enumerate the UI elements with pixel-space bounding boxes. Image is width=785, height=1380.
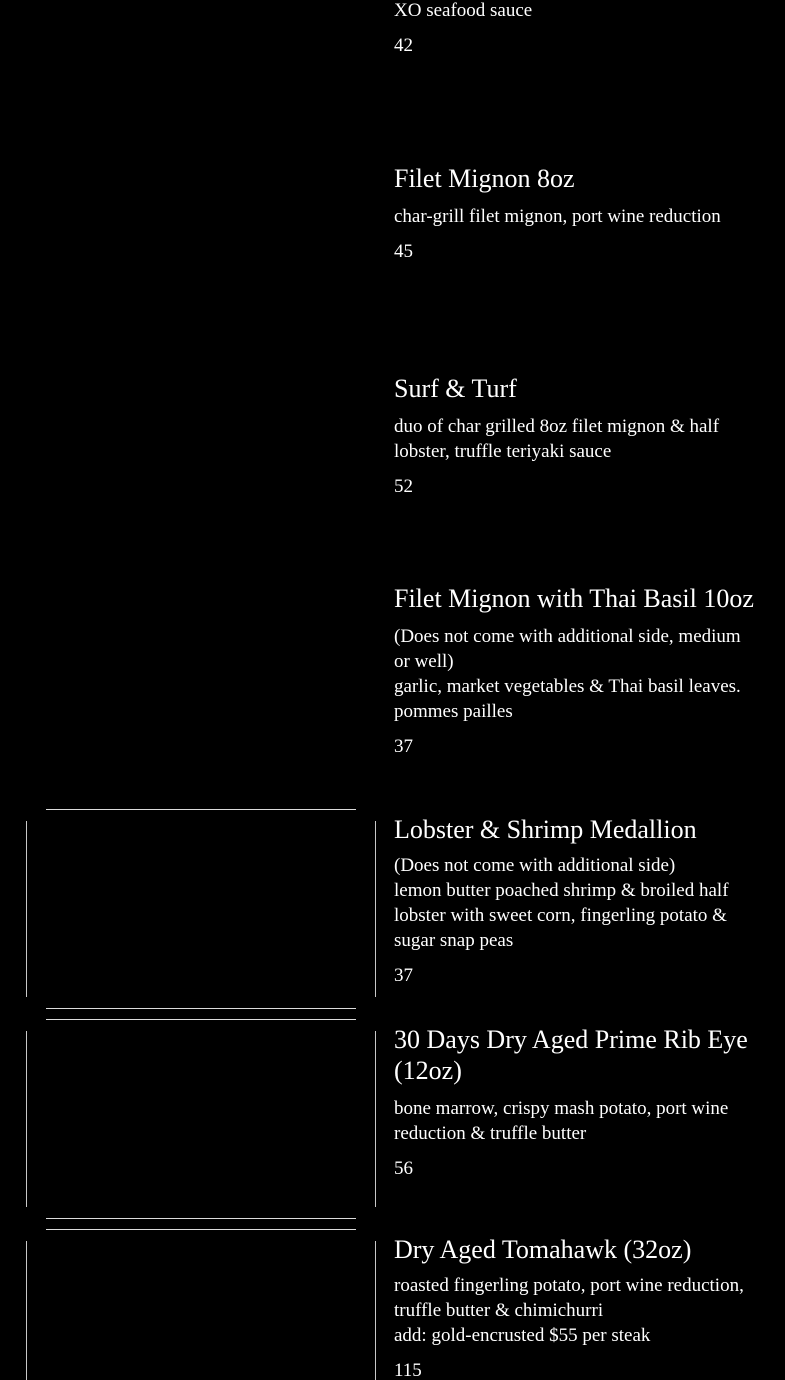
item-photo (26, 809, 376, 1009)
item-price: 45 (394, 241, 413, 262)
item-description: roasted fingerling potato, port wine reduction, truffle butter & chimichurri (394, 1275, 744, 1321)
item-name: 30 Days Dry Aged Prime Rib Eye (12oz) (394, 1025, 748, 1085)
item-price: 52 (394, 476, 413, 497)
item-description: duo of char grilled 8oz filet mignon & half lobster, truffle teriyaki sauce (394, 416, 720, 462)
item-description: char-grill filet mignon, port wine reduction (394, 206, 721, 227)
item-photo (26, 1019, 376, 1219)
item-name: Filet Mignon with Thai Basil 10oz (394, 584, 754, 613)
item-description: (Does not come with additional side, medium or well) (394, 626, 741, 672)
item-description: bone marrow, crispy mash potato, port wine reduction & truffle butter (394, 1098, 729, 1144)
item-description: add: gold-encrusted $55 per steak (394, 1325, 651, 1346)
item-price: 115 (394, 1360, 422, 1380)
item-description: lemon butter poached shrimp & broiled half lobster with sweet corn, fingerling potato & sugar snap peas (394, 880, 729, 951)
item-name: Surf & Turf (394, 374, 517, 403)
item-name: Lobster & Shrimp Medallion (394, 815, 697, 844)
item-name: Filet Mignon 8oz (394, 164, 575, 193)
item-description: XO seafood sauce (394, 0, 533, 21)
item-price: 56 (394, 1158, 413, 1179)
item-price: 37 (394, 736, 413, 757)
item-price: 37 (394, 965, 413, 986)
item-description: (Does not come with additional side) (394, 855, 676, 876)
item-price: 42 (394, 35, 413, 56)
item-photo (26, 1229, 376, 1380)
item-description: garlic, market vegetables & Thai basil leaves. pommes pailles (394, 676, 741, 722)
item-name: Dry Aged Tomahawk (32oz) (394, 1235, 692, 1264)
